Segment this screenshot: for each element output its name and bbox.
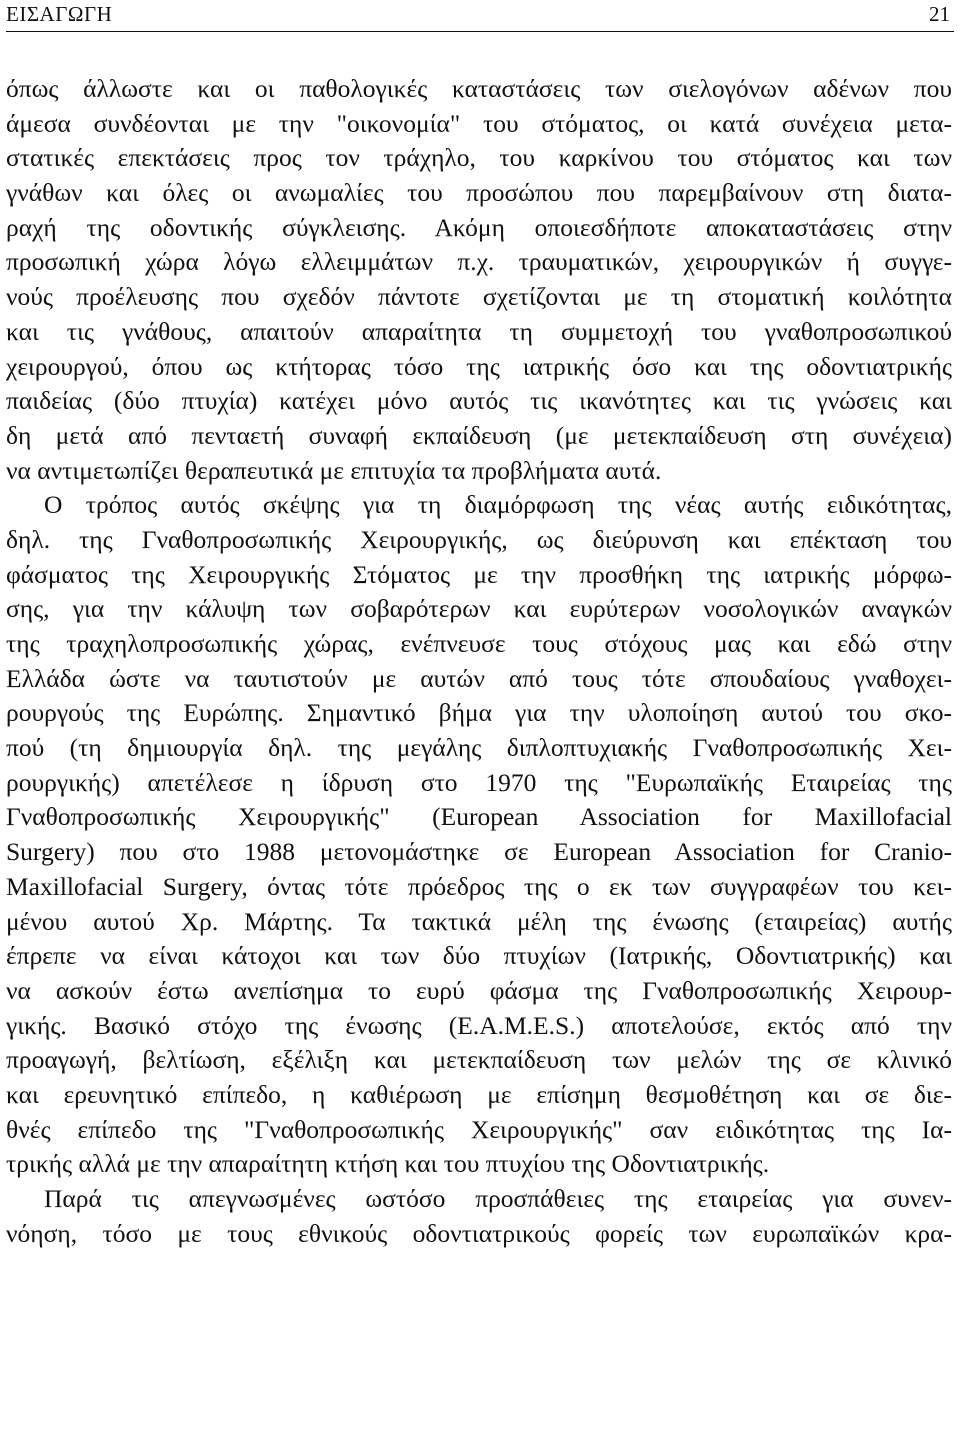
body-text bbox=[6, 72, 952, 1251]
text-line: δηλ. της Γναθοπροσωπικής Χειρουργικής, ως διεύρυνση και επέκταση του bbox=[6, 524, 952, 554]
text-line: πού (τη δημιουργία δηλ. της μεγάλης διπλοπτυχιακής Γναθοπροσωπικής Χει- bbox=[6, 733, 952, 763]
text-line: Surgery) που στο 1988 μετονομάστηκε σε European Association for Cranio- bbox=[6, 837, 952, 867]
text-line: Maxillofacial Surgery, όντας τότε πρόεδρος της ο εκ των συγγραφέων του κει- bbox=[6, 871, 952, 901]
page-number: 21 bbox=[929, 2, 950, 26]
text-line: σης, για την κάλυψη των σοβαρότερων και ευρύτερων νοσολογικών αναγκών bbox=[6, 594, 952, 624]
text-line: νόηση, τόσο με τους εθνικούς οδοντιατρικούς φορείς των ευρωπαϊκών κρα- bbox=[6, 1218, 952, 1248]
text-line: γνάθων και όλες οι ανωμαλίες του προσώπου που παρεμβαίνουν στη διατα- bbox=[6, 178, 952, 208]
text-line: Γναθοπροσωπικής Χειρουργικής" (European Association for Maxillofacial bbox=[6, 802, 952, 832]
text-line: ρουργούς της Ευρώπης. Σημαντικό βήμα για την υλοποίηση αυτού του σκο- bbox=[6, 698, 952, 728]
text-line: έπρεπε να είναι κάτοχοι και των δύο πτυχίων (Ιατρικής, Οδοντιατρικής) και bbox=[6, 941, 952, 971]
text-line: δη μετά από πενταετή συναφή εκπαίδευση (με μετεκπαίδευση στη συνέχεια) bbox=[6, 420, 952, 450]
text-line: παιδείας (δύο πτυχία) κατέχει μόνο αυτός τις ικανότητες και τις γνώσεις και bbox=[6, 386, 952, 416]
text-line: θνές επίπεδο της "Γναθοπροσωπικής Χειρουργικής" σαν ειδικότητας της Ια- bbox=[6, 1114, 952, 1144]
text-line: στατικές επεκτάσεις προς τον τράχηλο, του καρκίνου του στόματος και των bbox=[6, 143, 952, 173]
section-title: ΕΙΣΑΓΩΓΗ bbox=[6, 2, 113, 26]
text-line: Ελλάδα ώστε να ταυτιστούν με αυτών από τους τότε σπουδαίους γναθοχει- bbox=[6, 663, 952, 693]
text-line: φάσματος της Χειρουργικής Στόματος με την προσθήκη της ιατρικής μόρφω- bbox=[6, 559, 952, 589]
text-line: ρουργικής) απετέλεσε η ίδρυση στο 1970 της "Ευρωπαϊκής Εταιρείας της bbox=[6, 767, 952, 797]
text-line: ραχή της οδοντικής σύγκλεισης. Ακόμη οποιεσδήποτε αποκαταστάσεις στην bbox=[6, 212, 952, 242]
text-line: και ερευνητικό επίπεδο, η καθιέρωση με επίσημη θεσμοθέτηση και σε διε- bbox=[6, 1079, 952, 1109]
text-line: προαγωγή, βελτίωση, εξέλιξη και μετεκπαίδευση των μελών της σε κλινικό bbox=[6, 1045, 952, 1075]
text-line: της τραχηλοπροσωπικής χώρας, ενέπνευσε τους στόχους μας και εδώ στην bbox=[6, 629, 952, 658]
text-line: προσωπική χώρα λόγω ελλειμμάτων π.χ. τραυματικών, χειρουργικών ή συγγε- bbox=[6, 247, 952, 277]
text-line: τρικής αλλά με την απαραίτητη κτήση και του πτυχίου της Οδοντιατρικής. bbox=[6, 1149, 770, 1179]
text-line: Ο τρόπος αυτός σκέψης για τη διαμόρφωση της νέας αυτής ειδικότητας, bbox=[44, 490, 952, 520]
text-line: νούς προέλευσης που σχεδόν πάντοτε σχετίζονται με τη στοματική κοιλότητα bbox=[6, 282, 952, 312]
running-header bbox=[6, 0, 954, 32]
text-line: Παρά τις απεγνωσμένες ωστόσο προσπάθειες της εταιρείας για συνεν- bbox=[44, 1184, 952, 1213]
text-line: μένου αυτού Χρ. Μάρτης. Τα τακτικά μέλη της ένωσης (εταιρείας) αυτής bbox=[6, 906, 952, 936]
text-line: να αντιμετωπίζει θεραπευτικά με επιτυχία τα προβλήματα αυτά. bbox=[6, 455, 662, 485]
text-line: άμεσα συνδέονται με την "οικονομία" του στόματος, οι κατά συνέχεια μετα- bbox=[6, 108, 952, 138]
text-line: όπως άλλωστε και οι παθολογικές καταστάσεις των σιελογόνων αδένων που bbox=[6, 74, 952, 103]
text-line: γικής. Βασικό στόχο της ένωσης (E.A.M.E.S.) αποτελούσε, εκτός από την bbox=[6, 1010, 952, 1040]
text-line: να ασκούν έστω ανεπίσημα το ευρύ φάσμα της Γναθοπροσωπικής Χειρουρ- bbox=[6, 975, 952, 1005]
text-line: χειρουργού, όπου ως κτήτορας τόσο της ιατρικής όσο και της οδοντιατρικής bbox=[6, 351, 952, 381]
text-line: και τις γνάθους, απαιτούν απαραίτητα τη συμμετοχή του γναθοπροσωπικού bbox=[6, 316, 952, 346]
